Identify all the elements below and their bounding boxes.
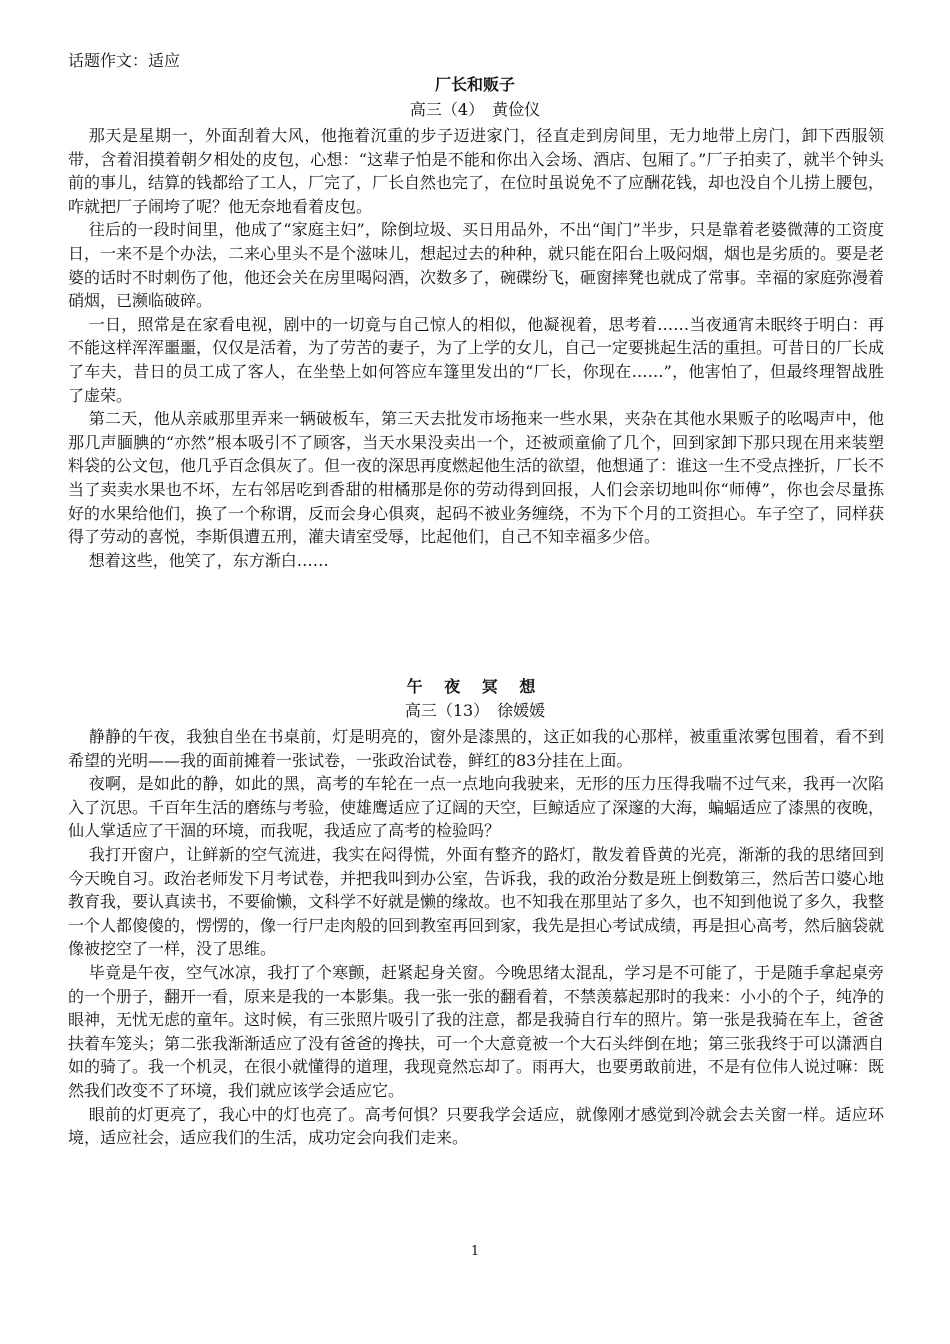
essay-2-paragraph: 夜啊，是如此的静，如此的黑，高考的车轮在一点一点地向我驶来，无形的压力压得我喘不过气来，我再一次陷入了沉思。千百年生活的磨练与考验，使雄鹰适应了辽阔的天空，巨鲸适应了深邃的大海，蝙蝠适应了漆黑的夜晚，仙人掌适应了干涸的环境，而我呢，我适应了高考的检验吗？ bbox=[68, 774, 885, 841]
essay-1-author: 高三（4） 黄俭仪 bbox=[409, 100, 541, 119]
essay-2-author: 高三（13） 徐媛媛 bbox=[404, 701, 546, 720]
essay-2-paragraph: 眼前的灯更亮了，我心中的灯也亮了。高考何惧？只要我学会适应，就像刚才感觉到冷就会去关窗一样。适应环境，适应社会，适应我们的生活，成功定会向我们走来。 bbox=[68, 1104, 884, 1148]
topic-label: 话题作文：适应 bbox=[68, 51, 181, 70]
essay-1-paragraph: 想着这些，他笑了，东方渐白…… bbox=[88, 550, 329, 570]
essay-1-body bbox=[68, 124, 884, 572]
essay-2-paragraph: 我打开窗户，让鲜新的空气流进，我实在闷得慌，外面有整齐的路灯，散发着昏黄的光亮，渐渐的我的思绪回到今天晚自习。政治老师发下月考试卷，并把我叫到办公室，告诉我，我的政治分数是班上倒数第三，然后苦口婆心地教育我，要认真读书，不要偷懒，文科学不好就是懒的缘故。也不知我在那里站了多久，也不知到他说了多久，我整一个人都傻傻的，愣愣的，像一行尸走肉般的回到教室再回到家，我先是担心考试成绩，再是担心高考，然后脑袋就像被挖空了一样，没了思维。 bbox=[68, 844, 885, 959]
essay-1-title: 厂长和贩子 bbox=[434, 75, 515, 94]
essay-1-paragraph: 往后的一段时间里，他成了“家庭主妇”，除倒垃圾、买日用品外，不出“闺门”半步，只是靠着老婆微薄的工资度日，一来不是个办法，二来心里头不是个滋味儿，想起过去的种种，就只能在阳台上吸闷烟，烟也是劣质的。要是老婆的话时不时刺伤了他，他还会关在房里喝闷酒，次数多了，碗碟纷飞，砸窗摔凳也就成了常事。幸福的家庭弥漫着硝烟，已濒临破碎。 bbox=[68, 220, 885, 311]
essay-1-paragraph: 一日，照常是在家看电视，剧中的一切竟与自己惊人的相似，他凝视着，思考着……当夜通宵未眠终于明白：再不能这样浑浑噩噩，仅仅是活着，为了劳苦的妻子，为了上学的女儿，自己一定要挑起生活的重担。可昔日的厂长成了车夫，昔日的员工成了客人，在坐垫上如何答应车篷里发出的“厂长，你现在……”，他害怕了，但最终理智战胜了虚荣。 bbox=[68, 314, 885, 405]
page-number: 1 bbox=[470, 1244, 480, 1259]
essay-2-paragraph: 静静的午夜，我独自坐在书桌前，灯是明亮的，窗外是漆黑的，这正如我的心那样，被重重浓雾包围着，看不到希望的光明——我的面前摊着一张试卷，一张政治试卷，鲜红的83分挂在上面。 bbox=[68, 727, 884, 770]
essay-2-body bbox=[68, 725, 884, 1150]
essay-1-paragraph: 那天是星期一，外面刮着大风，他拖着沉重的步子迈进家门，径直走到房间里，无力地带上房门，卸下西服领带，含着泪摸着朝夕相处的皮包，心想：“这辈子怕是不能和你出入会场、酒店、包厢了。”厂子拍卖了，就半个钟头前的事儿，结算的钱都给了工人，厂完了，厂长自然也完了，在位时虽说免不了应酬花钱，却也没自个儿捞上腰包，咋就把厂子闹垮了呢？他无奈地看着皮包。 bbox=[68, 126, 885, 216]
essay-2-title: 午 夜 冥 想 bbox=[406, 677, 544, 696]
essay-2-paragraph: 毕竟是午夜，空气冰凉，我打了个寒颤，赶紧起身关窗。今晚思绪太混乱，学习是不可能了，于是随手拿起桌旁的一个册子，翻开一看，原来是我的一本影集。我一张一张的翻看着，不禁羡慕起那时的我来：小小的个子，纯净的眼神，无忧无虑的童年。这时候，有三张照片吸引了我的注意，都是我骑自行车的照片。第一张是我骑在车上，爸爸扶着车笼头；第二张我渐渐适应了没有爸爸的搀扶，可一个大意竟被一个大石头绊倒在地；第三张我终于可以潇洒自如的骑了。我一个机灵，在很小就懂得的道理，我现竟然忘却了。雨再大，也要勇敢前进，不是有位伟人说过嘛：既然我们改变不了环境，我们就应该学会适应它。 bbox=[68, 962, 885, 1100]
essay-1-paragraph: 第二天，他从亲戚那里弄来一辆破板车，第三天去批发市场拖来一些水果，夹杂在其他水果贩子的吆喝声中，他那几声腼腆的“亦然”根本吸引不了顾客，当天水果没卖出一个，还被顽童偷了几个，回到家卸下那只现在用来装塑料袋的公文包，他几乎百念俱灰了。但一夜的深思再度燃起他生活的欲望，他想通了：谁这一生不受点挫折，厂长不当了卖卖水果也不坏，左右邻居吃到香甜的柑橘那是你的劳动得到回报，人们会亲切地叫你“师傅”，你也会尽量拣好的水果给他们，换了一个称谓，反而会身心俱爽，起码不被业务缠绕，不为下个月的工资担心。车子空了，同样获得了劳动的喜悦，李斯俱遭五刑，灌夫请室受辱，比起他们，自己不知幸福多少倍。 bbox=[68, 409, 885, 547]
